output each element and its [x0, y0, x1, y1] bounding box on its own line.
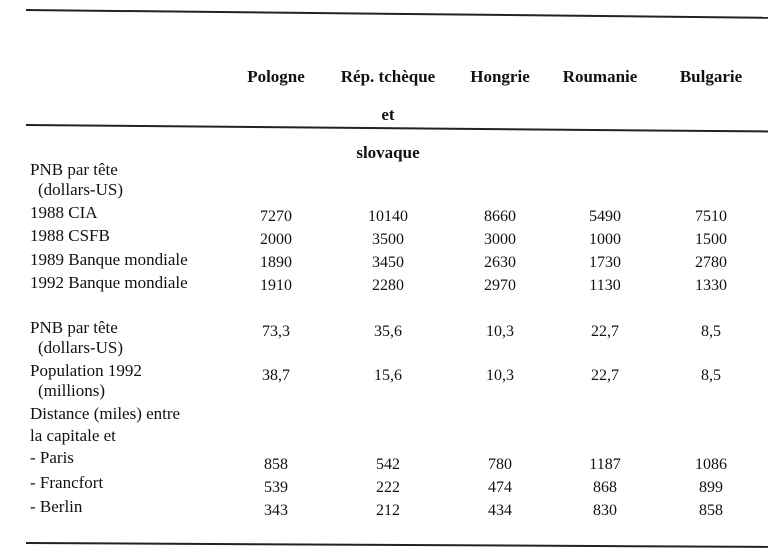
column-header-roumanie: Roumanie — [562, 67, 638, 86]
row-label-1992-bm: 1992 Banque mondiale — [30, 273, 188, 292]
table-cell: 10,3 — [486, 323, 514, 340]
table-cell: 35,6 — [374, 323, 402, 340]
table-cell: 10,3 — [486, 367, 514, 384]
table-cell: 5490 — [589, 208, 621, 225]
column-header-pologne: Pologne — [247, 67, 305, 86]
table-cell: 7510 — [695, 208, 727, 225]
top-rule — [26, 9, 768, 19]
row-label-berlin: - Berlin — [30, 497, 83, 516]
row-label-dollars-2: (dollars-US) — [38, 338, 123, 357]
table-cell: 434 — [488, 502, 512, 519]
table-cell: 2280 — [372, 277, 404, 294]
table-cell: 15,6 — [374, 367, 402, 384]
table-cell: 73,3 — [262, 323, 290, 340]
table-cell: 8660 — [484, 208, 516, 225]
table-cell: 8,5 — [701, 323, 721, 340]
table-cell: 8,5 — [701, 367, 721, 384]
row-label-1988-csfb: 1988 CSFB — [30, 226, 110, 245]
table-cell: 539 — [264, 479, 288, 496]
row-label-pnb: PNB par tête — [30, 160, 118, 179]
row-label-1989-bm: 1989 Banque mondiale — [30, 250, 188, 269]
table-cell: 222 — [376, 479, 400, 496]
row-label-millions: (millions) — [38, 381, 106, 400]
table-cell: 2000 — [260, 231, 292, 248]
table-cell: 474 — [488, 479, 512, 496]
table-cell: 868 — [593, 479, 617, 496]
table-cell: 3500 — [372, 231, 404, 248]
table-cell: 10140 — [368, 208, 408, 225]
table-cell: 1730 — [589, 254, 621, 271]
table-cell: 22,7 — [591, 367, 619, 384]
table-cell: 2630 — [484, 254, 516, 271]
column-header-rep-tcheque: Rép. tchèque et slovaque — [340, 67, 436, 162]
table-cell: 1130 — [589, 277, 621, 294]
row-label-distance: Distance (miles) entre — [30, 404, 181, 423]
table-cell: 3000 — [484, 231, 516, 248]
row-label-dollars: (dollars-US) — [38, 180, 123, 199]
row-label-paris: - Paris — [30, 448, 74, 467]
table-cell: 830 — [593, 502, 617, 519]
row-label-pnb-2: PNB par tête — [30, 318, 118, 337]
table-cell: 1890 — [260, 254, 292, 271]
table-cell: 1000 — [589, 231, 621, 248]
table-cell: 1500 — [695, 231, 727, 248]
table-cell: 343 — [264, 502, 288, 519]
table-cell: 38,7 — [262, 367, 290, 384]
table-cell: 858 — [264, 456, 288, 473]
table-cell: 1086 — [695, 456, 727, 473]
table-cell: 22,7 — [591, 323, 619, 340]
table-cell: 2780 — [695, 254, 727, 271]
table-cell: 7270 — [260, 208, 292, 225]
table-cell: 780 — [488, 456, 512, 473]
table-cell: 542 — [376, 456, 400, 473]
table-cell: 1910 — [260, 277, 292, 294]
table-cell: 1330 — [695, 277, 727, 294]
row-label-capitale: la capitale et — [30, 426, 116, 445]
row-label-francfort: - Francfort — [30, 473, 104, 492]
table-cell: 3450 — [372, 254, 404, 271]
table-cell: 858 — [699, 502, 723, 519]
column-header-bulgarie: Bulgarie — [679, 67, 743, 86]
table-cell: 2970 — [484, 277, 516, 294]
row-label-population: Population 1992 — [30, 361, 142, 380]
table-cell: 212 — [376, 502, 400, 519]
bottom-rule — [26, 542, 768, 548]
column-header-hongrie: Hongrie — [470, 67, 530, 86]
row-label-1988-cia: 1988 CIA — [30, 203, 98, 222]
table-cell: 899 — [699, 479, 723, 496]
table-cell: 1187 — [589, 456, 621, 473]
